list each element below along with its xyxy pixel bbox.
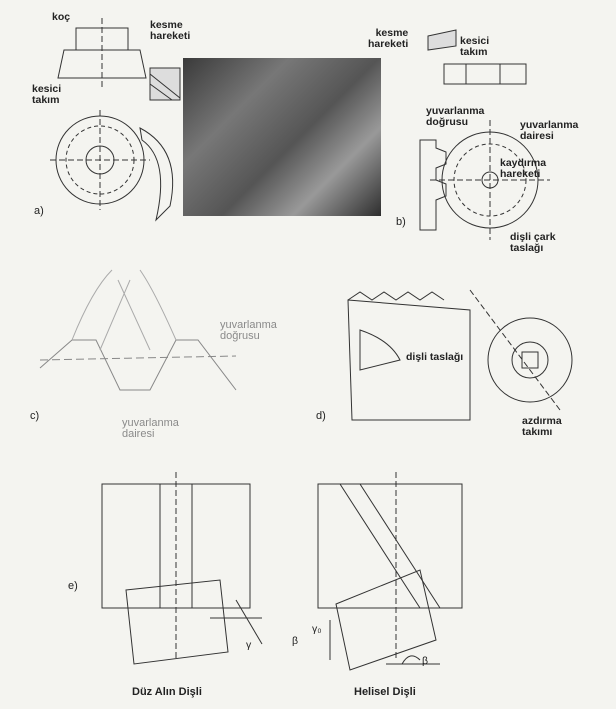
panel-label-a: a) bbox=[34, 205, 44, 217]
label-kaydirma-hareketi: kaydırma hareketi bbox=[500, 157, 547, 180]
shaper-gear-front-view bbox=[50, 110, 173, 220]
label-yuvarlanma-dairesi-b: yuvarlanma dairesi bbox=[520, 119, 579, 142]
panel-label-d: d) bbox=[316, 410, 326, 422]
label-yuvarlanma-dairesi-c: yuvarlanma dairesi bbox=[122, 417, 179, 440]
label-gamma: γ bbox=[246, 639, 252, 651]
label-disli-taslagi: dişli taslağı bbox=[406, 351, 464, 363]
tooth-profile-envelope bbox=[40, 270, 236, 390]
label-beta-bottom: β bbox=[422, 655, 429, 667]
panel-label-b: b) bbox=[396, 216, 406, 228]
label-azdirma-takimi: azdırma takımı bbox=[522, 415, 562, 438]
label-yuvarlanma-dogrusu-c: yuvarlanma doğrusu bbox=[220, 319, 277, 342]
label-disli-cark-taslagi: dişli çark taslağı bbox=[510, 231, 556, 254]
label-yuvarlanma-dogrusu-b: yuvarlanma doğrusu bbox=[426, 105, 485, 128]
panel-label-c: c) bbox=[30, 410, 40, 422]
label-gamma-0: γ₀ bbox=[312, 623, 322, 635]
gear-shaper-machine-photo bbox=[183, 58, 381, 216]
label-kesme-hareketi-b: kesme hareketi bbox=[368, 27, 409, 50]
helical-gear-hobbing bbox=[318, 472, 462, 670]
label-koc: koç bbox=[52, 11, 71, 23]
label-kesme-hareketi-a: kesme hareketi bbox=[150, 19, 191, 42]
caption-duz-alin-disli: Düz Alın Dişli bbox=[132, 686, 202, 698]
label-kesici-takim-a: kesici takım bbox=[32, 83, 62, 106]
panel-label-e: e) bbox=[68, 580, 78, 592]
label-beta-left: β bbox=[292, 635, 299, 647]
caption-helisel-disli: Helisel Dişli bbox=[354, 686, 416, 698]
label-kesici-takim-b: kesici takım bbox=[460, 35, 490, 58]
spur-gear-hobbing bbox=[102, 472, 262, 664]
